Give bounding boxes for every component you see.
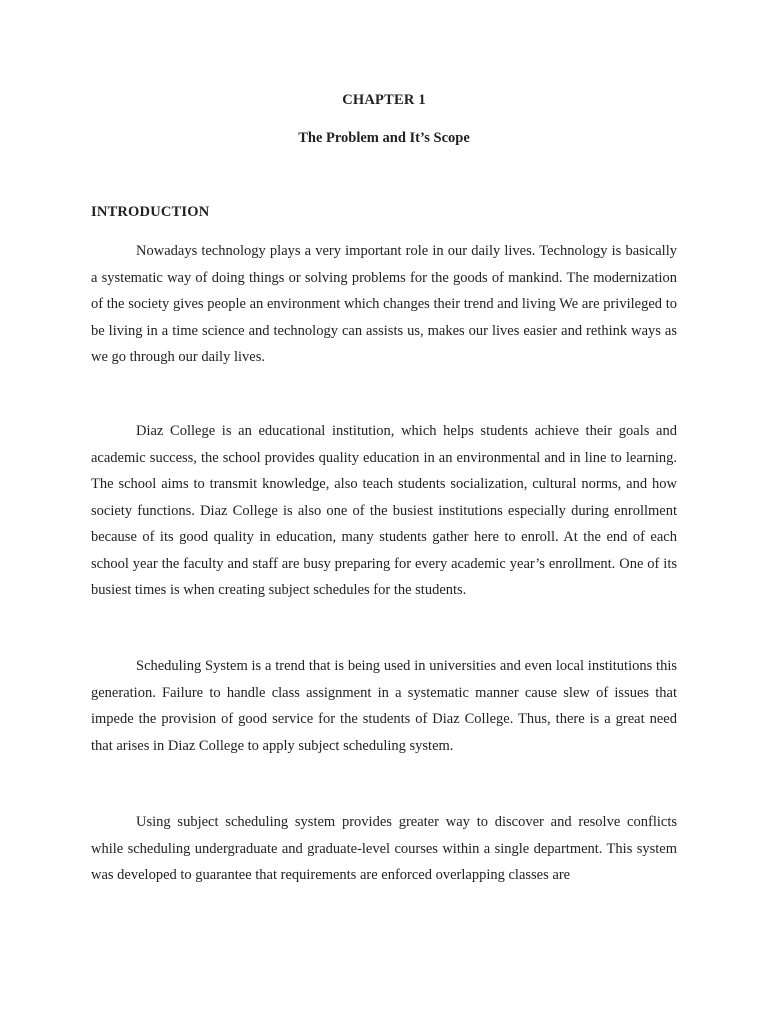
chapter-title: CHAPTER 1	[342, 92, 426, 108]
chapter-subtitle: The Problem and It’s Scope	[298, 130, 470, 146]
paragraph-4: Using subject scheduling system provides greater way to discover and resolve conflicts while scheduling undergraduate and graduate-level courses within a single department. This system was developed to guarantee that requirements are enforced overlapping classes are	[91, 814, 677, 883]
paragraph-3: Scheduling System is a trend that is being used in universities and even local institutions this generation. Failure to handle class assignment in a systematic manner cause slew of issues that impede the provision of good service for the students of Diaz College. Thus, there is a great need that arises in Diaz College to apply subject scheduling system.	[91, 658, 677, 754]
section-heading: INTRODUCTION	[91, 204, 210, 220]
paragraph-1: Nowadays technology plays a very important role in our daily lives. Technology is basically a systematic way of doing things or solving problems for the goods of mankind. The modernization of the society gives people an environment which changes their trend and living We are privileged to be living in a time science and technology can assists us, makes our lives easier and rethink ways as we go through our daily lives.	[91, 243, 677, 365]
paragraph-2: Diaz College is an educational institution, which helps students achieve their goals and academic success, the school provides quality education in an environmental and in line to learning. The school aims to transmit knowledge, also teach students socialization, cultural norms, and how society functions. Diaz College is also one of the busiest institutions especially during enrollment because of its good quality in education, many students gather here to enroll. At the end of each school year the faculty and staff are busy preparing for every academic year’s enrollment. One of its busiest times is when creating subject schedules for the students.	[91, 423, 677, 598]
